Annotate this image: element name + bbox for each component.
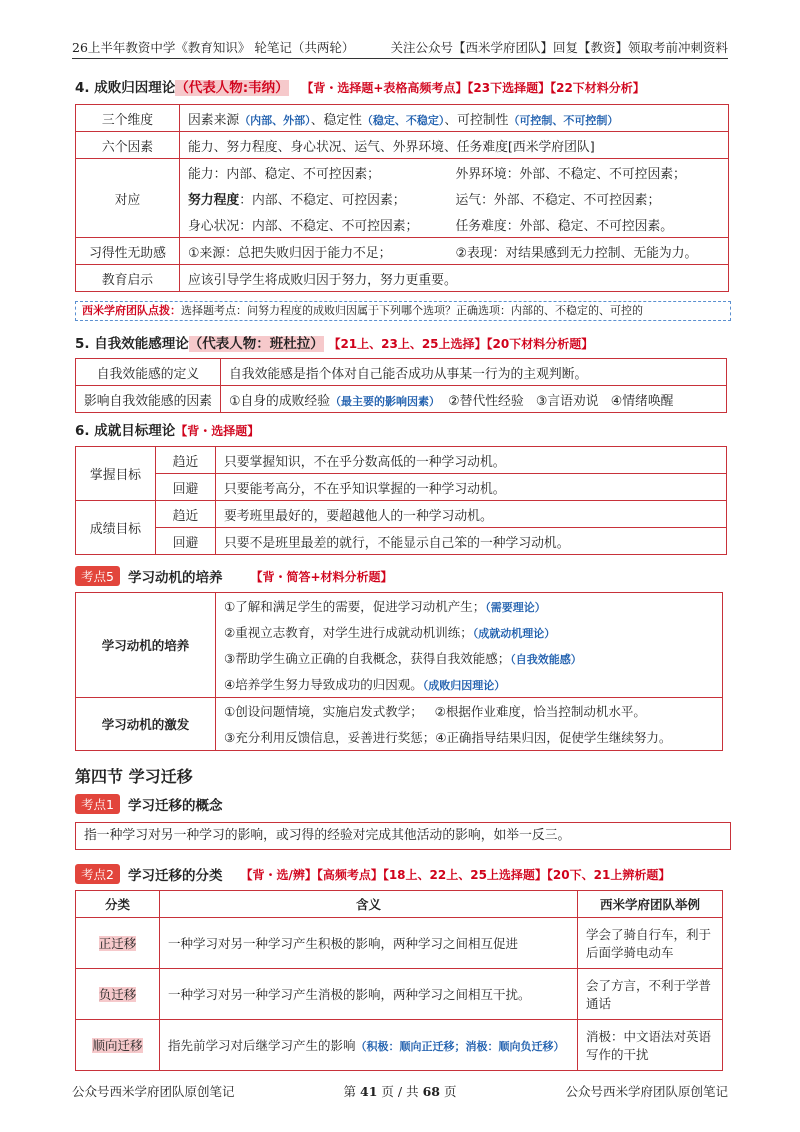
- table-header-row: [76, 891, 723, 918]
- attribution-table: [75, 104, 729, 292]
- table-row: [76, 593, 723, 620]
- section-4-heading: [75, 76, 645, 96]
- row-content: ③充分利用反馈信息，妥善进行奖惩；④正确指导结果归因，促使学生继续努力。: [216, 724, 723, 751]
- row-label: 六个因素: [76, 132, 180, 159]
- table-row: [76, 132, 729, 159]
- transfer-meaning: 一种学习对另一种学习产生积极的影响，两种学习之间相互促进: [160, 918, 578, 969]
- row-content: 努力程度：内部、不稳定、可控因素；: [180, 185, 448, 211]
- goal-label: 成绩目标: [76, 501, 156, 555]
- row-content: ①创设问题情境，实施启发式教学； ②根据作业难度，恰当控制动机水平。: [216, 698, 723, 725]
- goal-desc: 只要掌握知识，不在乎分数高低的一种学习动机。: [216, 447, 727, 474]
- column-header: 分类: [76, 891, 160, 918]
- row-content: 因素来源（内部、外部）、稳定性（稳定、不稳定）、可控制性（可控制、不可控制）: [180, 105, 729, 132]
- table-row: [76, 1020, 723, 1071]
- table-row: [76, 359, 727, 386]
- row-content: 应该引导学生将成败归因于努力，努力更重要。: [180, 265, 729, 292]
- row-content: 身心状况：内部、不稳定、不可控因素；: [180, 211, 448, 238]
- page-number: 第 41 页 / 共 68 页: [343, 1084, 457, 1099]
- table-row: [76, 105, 729, 132]
- section-5-tags: 【21上、23上、25上选择】【20下材料分析题】: [328, 337, 594, 351]
- kaodian-5-heading: [75, 566, 393, 586]
- row-content: 能力、努力程度、身心状况、运气、外界环境、任务难度[西米学府团队]: [180, 132, 729, 159]
- section-5-person: （代表人物：班杜拉）: [188, 336, 324, 352]
- row-content: ①来源：总把失败归因于能力不足；: [180, 238, 448, 265]
- tip-note: [75, 301, 731, 321]
- row-content: 任务难度：外部、稳定、不可控因素。: [448, 211, 729, 238]
- footer-right: 公众号西米学府团队原创笔记: [565, 1084, 728, 1099]
- header-left: 26上半年教资中学《教育知识》 轮笔记（共两轮）: [72, 40, 355, 55]
- achievement-goal-table: [75, 446, 727, 555]
- goal-desc: 只要不是班里最差的就行，不能显示自己笨的一种学习动机。: [216, 528, 727, 555]
- motivation-table: [75, 592, 723, 751]
- table-row: [76, 918, 723, 969]
- kaodian-title: 学习动机的培养: [127, 570, 223, 586]
- row-content: ②重视立志教育，对学生进行成就动机训练；（成就动机理论）: [216, 619, 723, 645]
- transfer-meaning: 指先前学习对后继学习产生的影响（积极：顺向正迁移；消极：顺向负迁移）: [160, 1020, 578, 1071]
- section-5-title: 5. 自我效能感理论: [75, 336, 189, 352]
- transfer-type: 负迁移: [76, 969, 160, 1020]
- row-content: ②表现：对结果感到无力控制、无能为力。: [448, 238, 729, 265]
- row-label: 学习动机的激发: [76, 698, 216, 751]
- kaodian-1-heading: [75, 794, 222, 814]
- section-5-heading: [75, 332, 593, 352]
- row-content: 能力：内部、稳定、不可控因素；: [180, 159, 448, 186]
- table-row: [76, 698, 723, 725]
- self-efficacy-table: [75, 358, 727, 413]
- row-content: ④培养学生努力导致成功的归因观。（成败归因理论）: [216, 671, 723, 698]
- column-header: 西米学府团队举例: [578, 891, 723, 918]
- column-header: 含义: [160, 891, 578, 918]
- table-row: [76, 386, 727, 413]
- table-row: [76, 528, 727, 555]
- table-row: [76, 501, 727, 528]
- table-row: [76, 447, 727, 474]
- goal-type: 趋近: [156, 447, 216, 474]
- kaodian-badge: 考点1: [75, 794, 120, 814]
- goal-type: 趋近: [156, 501, 216, 528]
- table-row: [76, 159, 729, 186]
- row-label: 对应: [76, 159, 180, 238]
- section-6-heading: [75, 419, 259, 439]
- table-row: [76, 969, 723, 1020]
- tip-text: 选择题考点：问努力程度的成败归因属于下列哪个选项？正确选项：内部的、不稳定的、可控的: [181, 304, 643, 317]
- kaodian-tags: 【背・选/辨】【高频考点】【18上、22上、25上选择题】【20下、21上辨析题】: [240, 867, 671, 882]
- goal-type: 回避: [156, 474, 216, 501]
- footer-left: 公众号西米学府团队原创笔记: [72, 1084, 235, 1099]
- row-label: 教育启示: [76, 265, 180, 292]
- kaodian-badge: 考点2: [75, 864, 120, 884]
- goal-desc: 要考班里最好的，要超越他人的一种学习动机。: [216, 501, 727, 528]
- transfer-definition: 指一种学习对另一种学习的影响，或习得的经验对完成其他活动的影响，如举一反三。: [75, 822, 731, 850]
- row-label: 习得性无助感: [76, 238, 180, 265]
- transfer-type: 顺向迁移: [76, 1020, 160, 1071]
- goal-label: 掌握目标: [76, 447, 156, 501]
- section-6-tags: 【背・选择题】: [175, 424, 260, 438]
- row-content: 自我效能感是指个体对自己能否成功从事某一行为的主观判断。: [220, 359, 726, 386]
- row-label: 影响自我效能感的因素: [76, 386, 221, 413]
- transfer-example: 学会了骑自行车，利于 后面学骑电动车: [578, 918, 723, 969]
- goal-type: 回避: [156, 528, 216, 555]
- section-4-person: （代表人物:韦纳）: [175, 80, 289, 96]
- chapter-title: 第四节 学习迁移: [75, 767, 193, 786]
- row-label: 三个维度: [76, 105, 180, 132]
- kaodian-title: 学习迁移的概念: [127, 798, 223, 814]
- row-label: 学习动机的培养: [76, 593, 216, 698]
- section-4-tags: 【背・选择题+表格高频考点】【23下选择题】【22下材料分析】: [301, 81, 645, 95]
- kaodian-2-heading: [75, 864, 670, 884]
- transfer-table: [75, 890, 723, 1071]
- header-right: 关注公众号【西米学府团队】回复【教资】领取考前冲刺资料: [390, 40, 728, 55]
- row-content: ③帮助学生确立正确的自我概念，获得自我效能感；（自我效能感）: [216, 645, 723, 671]
- section-4-title: 4. 成败归因理论: [75, 80, 176, 96]
- goal-desc: 只要能考高分，不在乎知识掌握的一种学习动机。: [216, 474, 727, 501]
- tip-label: 西米学府团队点拨：: [82, 304, 181, 317]
- page-footer: [72, 1082, 728, 1100]
- row-content: 运气：外部、不稳定、不可控因素；: [448, 185, 729, 211]
- transfer-meaning: 一种学习对另一种学习产生消极的影响，两种学习之间相互干扰。: [160, 969, 578, 1020]
- page-header: [72, 38, 728, 59]
- table-row: [76, 474, 727, 501]
- row-label: 自我效能感的定义: [76, 359, 221, 386]
- table-row: [76, 265, 729, 292]
- kaodian-tags: 【背・简答+材料分析题】: [250, 569, 393, 584]
- kaodian-title: 学习迁移的分类: [127, 868, 223, 884]
- table-row: [76, 238, 729, 265]
- row-content: ①了解和满足学生的需要，促进学习动机产生；（需要理论）: [216, 593, 723, 620]
- row-content: 外界环境：外部、不稳定、不可控因素；: [448, 159, 729, 186]
- kaodian-badge: 考点5: [75, 566, 120, 586]
- transfer-type: 正迁移: [76, 918, 160, 969]
- row-content: ①自身的成败经验（最主要的影响因素） ②替代性经验 ③言语劝说 ④情绪唤醒: [220, 386, 726, 413]
- section-6-title: 6. 成就目标理论: [75, 423, 176, 439]
- transfer-example: 消极：中文语法对英语 写作的干扰: [578, 1020, 723, 1071]
- transfer-example: 会了方言，不利于学普 通话: [578, 969, 723, 1020]
